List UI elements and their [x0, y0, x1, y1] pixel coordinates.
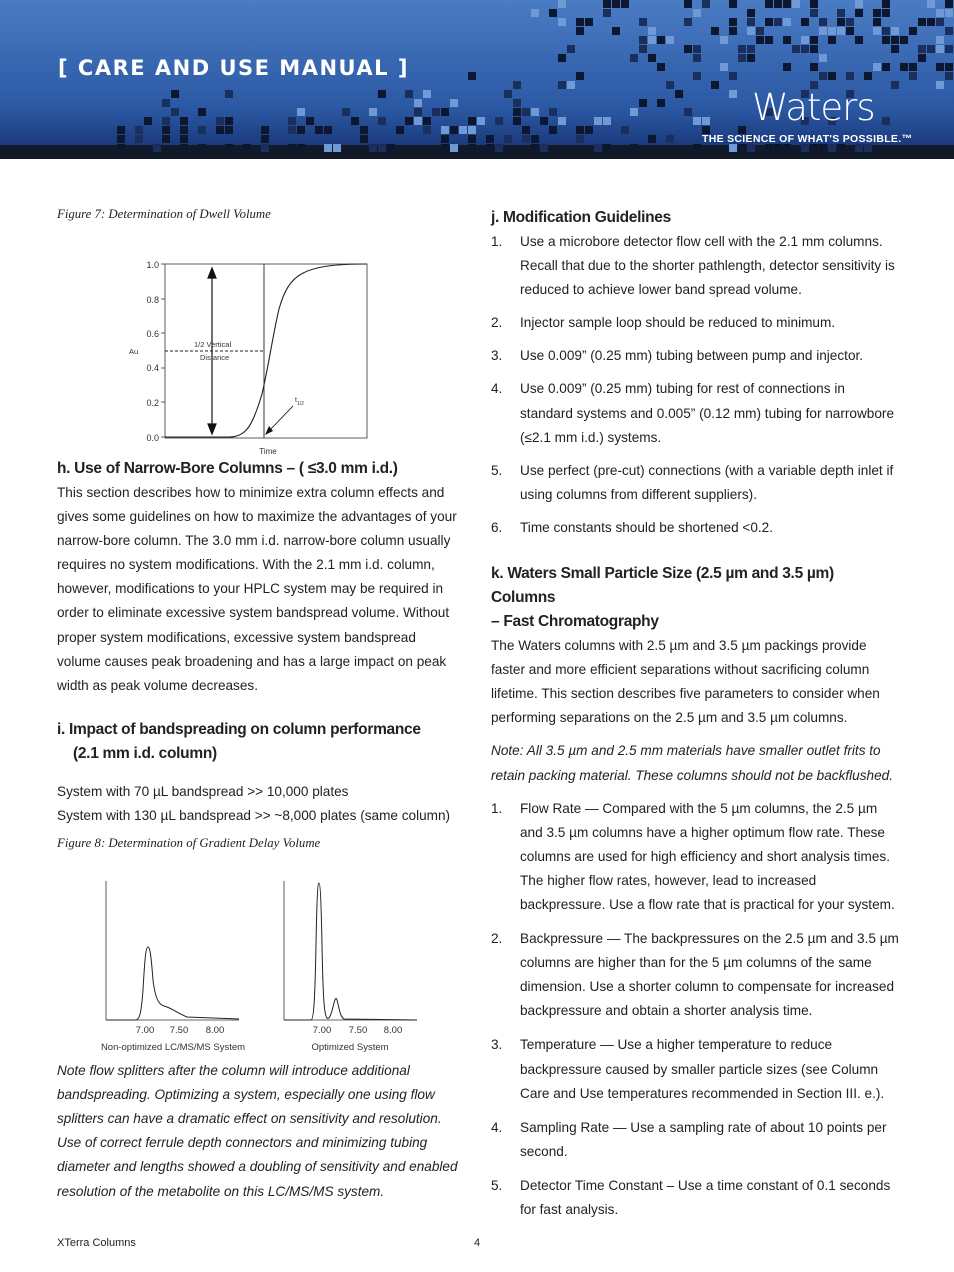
section-k-heading: [491, 562, 899, 634]
list-item-number: 2.: [491, 315, 503, 331]
y-tick-label: 0.4: [146, 363, 159, 373]
t-half-arrow: [265, 406, 293, 435]
x-tick-label: 8.00: [383, 1025, 403, 1037]
list-item: [491, 1116, 899, 1164]
small-particle-parameters-list: [491, 797, 899, 1223]
figure-8-gradient-delay-chart: [57, 855, 463, 1054]
footer-product-name: XTerra Columns: [57, 1237, 136, 1249]
section-k-body: The Waters columns with 2.5 µm and 3.5 µm packings provide faster and more efficient separations without sacrificing column lifetime. This section describes five parameters to consider when performing separations on the 2.5 µm and 3.5 µm columns.: [491, 638, 880, 726]
x-axis-label: Time: [259, 447, 277, 456]
section-h-heading: h. Use of Narrow-Bore Columns – ( ≤3.0 mm i.d.): [57, 460, 398, 477]
gradient-sigmoid-curve: [165, 264, 367, 437]
list-item-text: Use 0.009” (0.25 mm) tubing for rest of connections in standard systems and 0.005” (0.12 mm) tubing for narrowbore (≤2.1 mm i.d.) systems.: [520, 381, 895, 445]
list-item-number: 4.: [491, 381, 503, 397]
x-tick-label: 7.50: [348, 1025, 368, 1037]
list-item: [491, 1174, 899, 1222]
bandspread-line-70: System with 70 µL bandspread >> 10,000 plates: [57, 783, 349, 799]
figure-7-dwell-volume-chart: [57, 224, 463, 456]
page-number: 4: [474, 1237, 481, 1249]
x-tick-label: 7.00: [312, 1025, 332, 1037]
waters-logo: Waters: [752, 86, 875, 129]
list-item: [491, 1033, 899, 1105]
x-tick-label: 8.00: [205, 1025, 225, 1037]
list-item: [491, 927, 899, 1023]
list-item: [491, 516, 899, 540]
list-item-number: 3.: [491, 1037, 503, 1053]
y-tick-label: 0.6: [146, 329, 159, 339]
list-item-text: Flow Rate — Compared with the 5 µm columns, the 2.5 µm and 3.5 µm columns have a higher optimum flow rate. These columns are used for high efficiency and short analysis times. The higher flow rates, however, lead to increased backpressure. Use a flow rate that is practical for your system.: [520, 800, 895, 912]
modification-guidelines-list: [491, 230, 899, 540]
list-item-number: 5.: [491, 462, 503, 478]
list-item-text: Use perfect (pre-cut) connections (with a variable depth inlet if using columns from different suppliers).: [520, 462, 894, 502]
list-item-text: Backpressure — The backpressures on the 2.5 µm and 3.5 µm columns are higher than for the 5 µm columns of the same dimension. Use a shorter column to compensate for increased backpressure and obtain a shorter analysis time.: [520, 931, 899, 1019]
list-item-text: Use 0.009” (0.25 mm) tubing between pump and injector.: [520, 348, 864, 364]
list-item-number: 3.: [491, 348, 503, 364]
x-tick-label: 7.50: [169, 1025, 189, 1037]
list-item-number: 1.: [491, 800, 503, 816]
bandspread-line-130: System with 130 µL bandspread >> ~8,000 plates (same column): [57, 807, 451, 823]
y-tick-label: 1.0: [146, 260, 159, 270]
tagline: THE SCIENCE OF WHAT'S POSSIBLE.™: [702, 133, 913, 145]
list-item: [491, 797, 899, 917]
section-k-heading-line: – Fast Chromatography: [491, 613, 659, 631]
vertical-distance-arrow: [208, 268, 216, 434]
list-item: [491, 377, 899, 449]
y-axis-label: Au: [129, 347, 139, 356]
list-item: [491, 459, 899, 507]
figure-7-caption: Figure 7: Determination of Dwell Volume: [57, 207, 271, 221]
section-j-heading: j. Modification Guidelines: [491, 209, 671, 226]
annotation-label: 1/2 Vertical: [194, 340, 232, 349]
list-item: [491, 230, 899, 302]
list-item: [491, 344, 899, 368]
list-item-text: Sampling Rate — Use a sampling rate of about 10 points per second.: [520, 1119, 887, 1159]
list-item-text: Time constants should be shortened <0.2.: [520, 519, 774, 535]
left-column: [57, 206, 463, 1204]
list-item-number: 5.: [491, 1177, 503, 1193]
section-k-heading-line: k. Waters Small Particle Size (2.5 µm and 3.5 µm) Columns: [491, 565, 834, 607]
list-item-text: Temperature — Use a higher temperature to reduce backpressure caused by smaller particle sizes (see Column Care and Use temperatures recommended in Section III. e.).: [520, 1037, 885, 1101]
list-item-number: 2.: [491, 931, 503, 947]
section-i-heading-line: i. Impact of bandspreading on column performance: [57, 720, 421, 738]
list-item-text: Detector Time Constant – Use a time constant of 0.1 seconds for fast analysis.: [520, 1177, 891, 1217]
manual-title: [ CARE AND USE MANUAL ]: [58, 56, 409, 80]
list-item-text: Injector sample loop should be reduced to minimum.: [520, 315, 836, 331]
optimized-chromatogram: [284, 881, 417, 1020]
y-tick-label: 0.8: [146, 295, 159, 305]
t-half-label: $t_{1/2}$: [295, 397, 304, 407]
y-tick-label: 0.0: [146, 433, 159, 443]
non-optimized-label: Non-optimized LC/MS/MS System: [100, 1042, 246, 1054]
section-h-body: This section describes how to minimize extra column effects and gives some guidelines on how to maximize the advantages of your narrow-bore column. The 3.0 mm i.d. narrow-bore column usually requires no system modifications. With the 2.1 mm i.d. column, however, modifications to your HPLC system may be required in order to eliminate excessive system bandspread volume. Without proper system modifications, excessive system bandspread volume causes peak broadening and has a large impact on peak width as peak volume decreases.: [57, 485, 457, 693]
annotation-label: Distance: [200, 353, 230, 362]
optimized-label: Optimized System: [311, 1042, 389, 1054]
y-tick-label: 0.2: [146, 398, 159, 408]
list-item-number: 4.: [491, 1119, 503, 1135]
list-item: [491, 311, 899, 335]
x-tick-label: 7.00: [135, 1025, 155, 1037]
figure-8-caption: Figure 8: Determination of Gradient Delay Volume: [57, 836, 321, 851]
list-item-number: 6.: [491, 519, 503, 535]
header-banner: [0, 0, 954, 159]
list-item-number: 1.: [491, 234, 503, 249]
backflush-note: Note: All 3.5 µm and 2.5 mm materials have smaller outlet frits to retain packing material. These columns should not be backflushed.: [491, 743, 893, 783]
list-item-text: Use a microbore detector flow cell with the 2.1 mm columns. Recall that due to the shorter pathlength, detector sensitivity is reduced to achieve lower band spread volume.: [520, 234, 895, 298]
section-i-heading: [57, 718, 463, 766]
non-optimized-chromatogram: [106, 881, 239, 1020]
flow-splitter-note: Note flow splitters after the column will introduce additional bandspreading. Optimizing a system, especially one using flow splitters can have a dramatic effect on sensitivity and resolution. Use of correct ferrule depth connectors and minimizing tubing diameter and lengths showed a doubling of sensitivity and enabled resolution of the metabolite on this LC/MS/MS system.: [57, 1063, 458, 1199]
section-i-heading-line: (2.1 mm i.d. column): [73, 744, 217, 762]
right-column: [491, 206, 899, 1222]
